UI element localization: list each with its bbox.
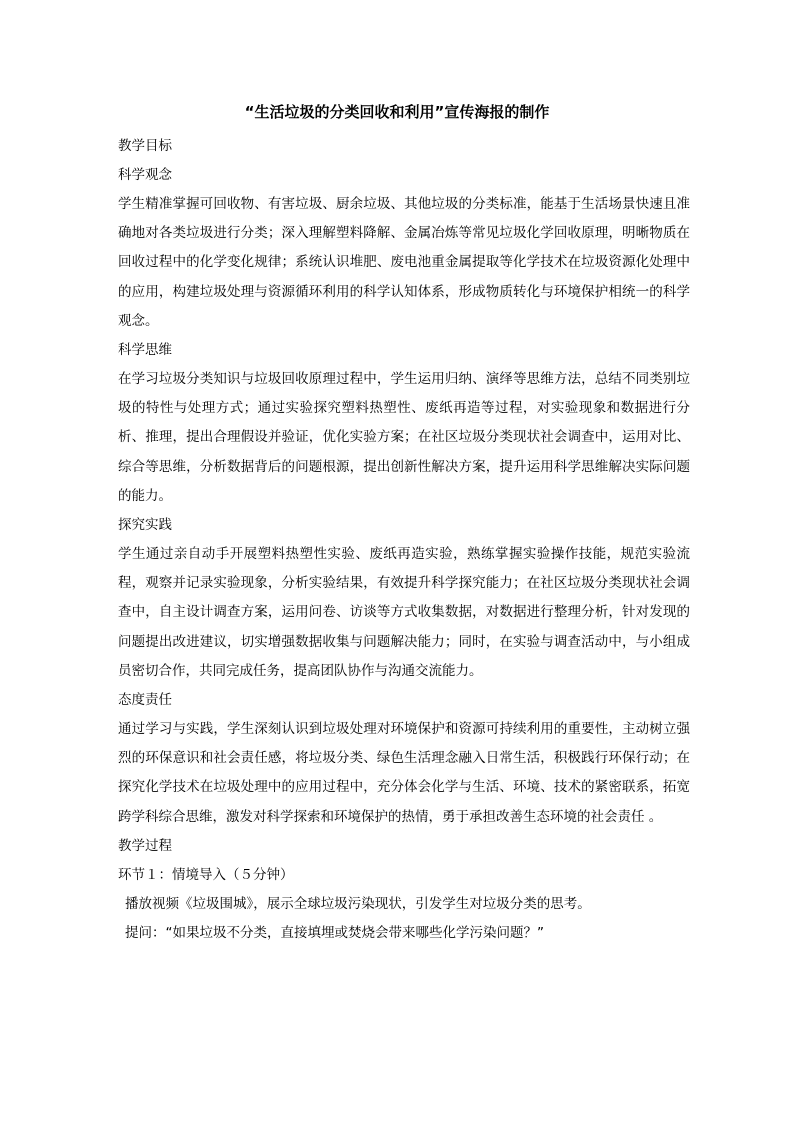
paragraph-scientific-concept: 学生精准掌握可回收物、有害垃圾、厨余垃圾、其他垃圾的分类标准，能基于生活场景快速且准确地对各类垃圾进行分类；深入理解塑料降解、金属冶炼等常见垃圾化学回收原理，明晰物质在回收过程中的化学变化规律；系统认识堆肥、废电池重金属提取等化学技术在垃圾资源化处理中的应用，构建垃圾处理与资源循环利用的科学认知体系，形成物质转化与环境保护相统一的科学观念。 bbox=[118, 196, 690, 329]
paragraph-inquiry-practice: 学生通过亲自动手开展塑料热塑性实验、废纸再造实验，熟练掌握实验操作技能，规范实验流程，观察并记录实验现象，分析实验结果，有效提升科学探究能力；在社区垃圾分类现状社会调查中，自主设计调查方案，运用问卷、访谈等方式收集数据，对数据进行整理分析，针对发现的问题提出改进建议，切实增强数据收集与问题解决能力；同时，在实验与调查活动中，与小组成员密切合作，共同完成任务，提高团队协作与沟通交流能力。 bbox=[118, 546, 690, 679]
list-item-question: 提问：“如果垃圾不分类，直接填埋或焚烧会带来哪些化学污染问题？” bbox=[125, 924, 544, 941]
document-body bbox=[118, 132, 690, 948]
paragraph-attitude-responsibility: 通过学习与实践，学生深刻认识到垃圾处理对环境保护和资源可持续利用的重要性，主动树立强烈的环保意识和社会责任感，将垃圾分类、绿色生活理念融入日常生活，积极践行环保行动；在探究化学技术在垃圾处理中的应用过程中，充分体会化学与生活、环境、技术的紧密联系，拓宽跨学科综合思维，激发对科学探索和环境保护的热情，勇于承担改善生态环境的社会责任 。 bbox=[118, 721, 690, 825]
section-heading-step-1: 环节１：情境导入（５分钟） bbox=[118, 866, 294, 883]
list-item-video: 播放视频《垃圾围城》，展示全球垃圾污染现状，引发学生对垃圾分类的思考。 bbox=[125, 895, 591, 912]
section-heading-teaching-goals: 教学目标 bbox=[118, 138, 172, 154]
section-heading-inquiry-practice: 探究实践 bbox=[118, 517, 172, 534]
section-heading-attitude-responsibility: 态度责任 bbox=[118, 692, 172, 709]
section-heading-scientific-thinking: 科学思维 bbox=[118, 342, 172, 359]
section-heading-scientific-concept: 科学观念 bbox=[118, 167, 172, 183]
paragraph-scientific-thinking: 在学习垃圾分类知识与垃圾回收原理过程中，学生运用归纳、演绎等思维方法，总结不同类别垃圾的特性与处理方式；通过实验探究塑料热塑性、废纸再造等过程，对实验现象和数据进行分析、推理，提出合理假设并验证，优化实验方案；在社区垃圾分类现状社会调查中，运用对比、综合等思维，分析数据背后的问题根源，提出创新性解决方案，提升运用科学思维解决实际问题的能力。 bbox=[118, 371, 690, 504]
section-heading-teaching-process: 教学过程 bbox=[118, 837, 172, 854]
document-title: “生活垃圾的分类回收和利用”宣传海报的制作 bbox=[244, 103, 550, 121]
